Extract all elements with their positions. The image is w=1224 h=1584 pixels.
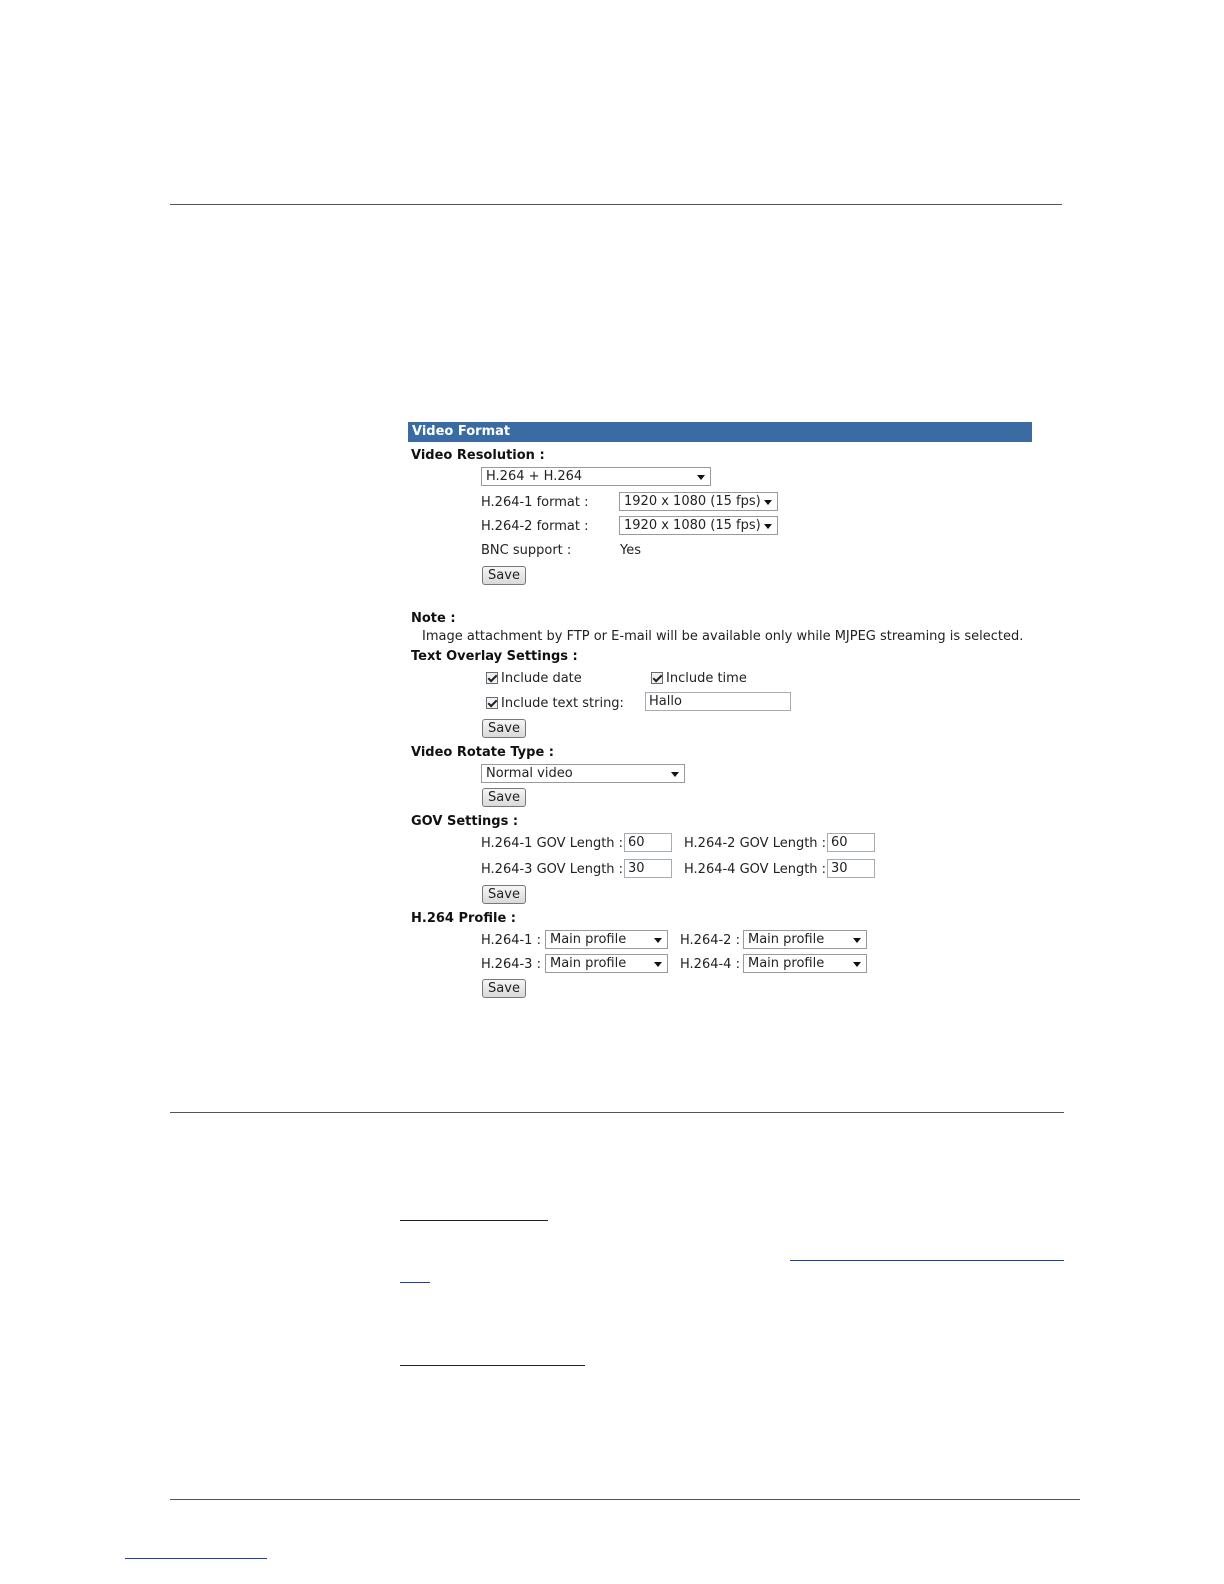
profile-h264-1-select[interactable] — [545, 930, 668, 949]
chevron-down-icon — [853, 938, 861, 943]
chevron-down-icon — [697, 475, 705, 480]
h264-1-format-select[interactable] — [619, 492, 778, 511]
gov-h264-2-label: H.264-2 GOV Length : — [684, 836, 827, 851]
chevron-down-icon — [764, 524, 772, 529]
gov-save-button[interactable]: Save — [482, 885, 526, 904]
video-rotate-heading: Video Rotate Type : — [411, 745, 554, 760]
subheading-underline-2 — [400, 1365, 585, 1366]
section-rule — [170, 1112, 1064, 1113]
profile-h264-2-label: H.264-2 : — [680, 933, 740, 948]
gov-h264-1-input[interactable]: 60 — [624, 833, 672, 852]
text-overlay-save-button[interactable]: Save — [482, 719, 526, 738]
video-resolution-heading: Video Resolution : — [411, 448, 545, 463]
video-resolution-select[interactable] — [481, 467, 711, 486]
gov-h264-3-label: H.264-3 GOV Length : — [481, 862, 624, 877]
chevron-down-icon — [671, 772, 679, 777]
video-rotate-value: Normal video — [486, 766, 573, 781]
h264-2-format-value: 1920 x 1080 (15 fps) — [624, 518, 761, 533]
video-resolution-save-button[interactable]: Save — [482, 566, 526, 585]
profile-h264-1-value: Main profile — [550, 932, 627, 947]
link-underline-2[interactable] — [400, 1282, 430, 1283]
profile-h264-4-label: H.264-4 : — [680, 957, 740, 972]
chevron-down-icon — [654, 938, 662, 943]
header-rule — [170, 204, 1062, 205]
include-time-checkbox[interactable] — [651, 672, 663, 684]
overlay-text-input[interactable]: Hallo — [645, 692, 791, 711]
profile-h264-2-value: Main profile — [748, 932, 825, 947]
gov-h264-4-label: H.264-4 GOV Length : — [684, 862, 827, 877]
video-rotate-save-button[interactable]: Save — [482, 788, 526, 807]
link-underline-1[interactable] — [790, 1260, 1064, 1261]
include-text-label: Include text string: — [501, 696, 624, 711]
gov-h264-2-input[interactable]: 60 — [827, 833, 875, 852]
subheading-underline-1 — [400, 1220, 548, 1221]
h264-profile-heading: H.264 Profile : — [411, 911, 516, 926]
h264-1-format-label: H.264-1 format : — [481, 495, 589, 510]
profile-h264-3-label: H.264-3 : — [481, 957, 541, 972]
h264-1-format-value: 1920 x 1080 (15 fps) — [624, 494, 761, 509]
chevron-down-icon — [764, 500, 772, 505]
include-text-checkbox[interactable] — [486, 697, 498, 709]
profile-save-button[interactable]: Save — [482, 979, 526, 998]
footer-link-underline[interactable] — [125, 1558, 267, 1559]
profile-h264-3-value: Main profile — [550, 956, 627, 971]
profile-h264-3-select[interactable] — [545, 954, 668, 973]
gov-h264-1-label: H.264-1 GOV Length : — [481, 836, 624, 851]
include-date-checkbox[interactable] — [486, 672, 498, 684]
h264-2-format-label: H.264-2 format : — [481, 519, 589, 534]
footer-rule — [170, 1499, 1080, 1500]
include-date-label: Include date — [501, 671, 582, 686]
chevron-down-icon — [654, 962, 662, 967]
gov-h264-4-input[interactable]: 30 — [827, 859, 875, 878]
gov-h264-3-input[interactable]: 30 — [624, 859, 672, 878]
include-time-label: Include time — [666, 671, 747, 686]
gov-settings-heading: GOV Settings : — [411, 814, 519, 829]
text-overlay-heading: Text Overlay Settings : — [411, 649, 578, 664]
note-heading: Note : — [411, 611, 456, 626]
h264-2-format-select[interactable] — [619, 516, 778, 535]
chevron-down-icon — [853, 962, 861, 967]
profile-h264-4-value: Main profile — [748, 956, 825, 971]
bnc-support-label: BNC support : — [481, 543, 572, 558]
note-text: Image attachment by FTP or E-mail will be available only while MJPEG streaming is selected. — [422, 629, 1024, 644]
video-rotate-select[interactable] — [481, 764, 685, 783]
profile-h264-4-select[interactable] — [743, 954, 867, 973]
profile-h264-1-label: H.264-1 : — [481, 933, 541, 948]
panel-header: Video Format — [408, 422, 1032, 442]
profile-h264-2-select[interactable] — [743, 930, 867, 949]
video-resolution-value: H.264 + H.264 — [486, 469, 583, 484]
bnc-support-value: Yes — [620, 543, 641, 558]
